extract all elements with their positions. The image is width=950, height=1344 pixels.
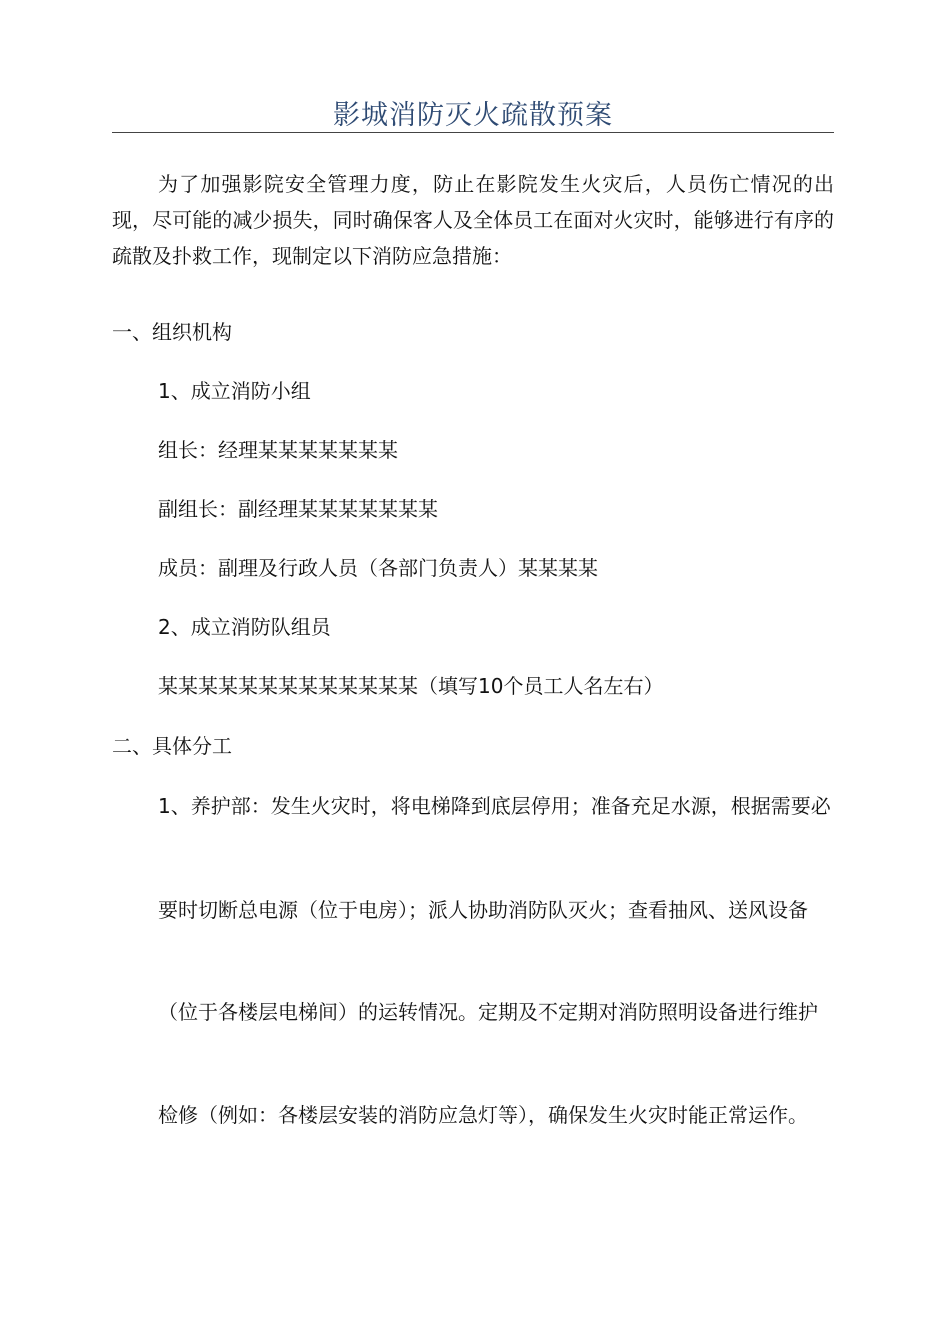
duty-paragraph-3: （位于各楼层电梯间）的运转情况。定期及不定期对消防照明设备进行维护 [158, 1000, 818, 1024]
duty-paragraph-4: 检修（例如：各楼层安装的消防应急灯等），确保发生火灾时能正常运作。 [158, 1103, 808, 1127]
team-members-line: 某某某某某某某某某某某某某（填写10个员工人名左右） [158, 674, 664, 698]
section-heading-duties: 二、具体分工 [112, 734, 232, 758]
group-leader-line: 组长：经理某某某某某某某 [158, 438, 398, 462]
intro-paragraph: 为了加强影院安全管理力度，防止在影院发生火灾后，人员伤亡情况的出现，尽可能的减少损失，同时确保客人及全体员工在面对火灾时，能够进行有序的疏散及扑救工作，现制定以下消防应急措施： [112, 172, 834, 268]
section-heading-organization: 一、组织机构 [112, 320, 232, 344]
duty-paragraph-2: 要时切断总电源（位于电房）；派人协助消防队灭火；查看抽风、送风设备 [158, 898, 808, 922]
document-title: 影城消防灭火疏散预案 [333, 100, 613, 131]
duty-paragraph-1: 1、养护部：发生火灾时，将电梯降到底层停用；准备充足水源，根据需要必 [158, 794, 831, 818]
list-item-fire-team: 2、成立消防队组员 [158, 615, 331, 639]
members-line: 成员：副理及行政人员（各部门负责人）某某某某 [158, 556, 598, 580]
deputy-leader-line: 副组长：副经理某某某某某某某 [158, 497, 438, 521]
title-underline [112, 132, 834, 133]
list-item-fire-group: 1、成立消防小组 [158, 379, 311, 403]
